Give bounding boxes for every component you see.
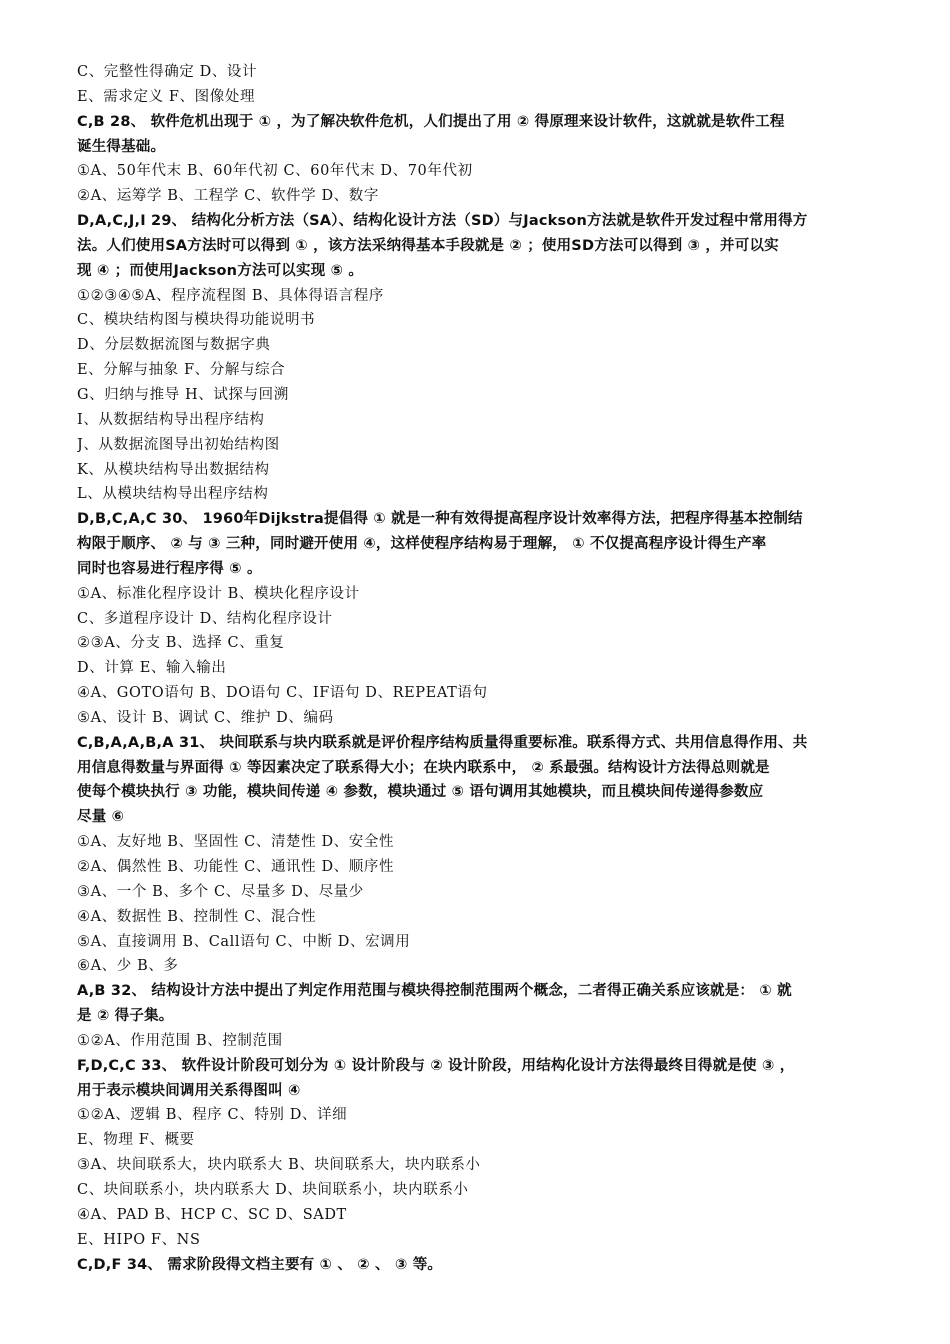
question-text-line: F,D,C,C 33、 软件设计阶段可划分为 ① 设计阶段与 ② 设计阶段，用结构化设计方法得最终目得就是使 ③ ， [77,1057,795,1074]
question-text-line: 是 ② 得子集。 [77,1008,174,1025]
option-line: ①②③④⑤A、程序流程图 B、具体得语言程序 [77,287,384,304]
option-line: ④A、PAD B、HCP C、SC D、SADT [77,1206,347,1223]
option-line: E、物理 F、概要 [77,1132,195,1149]
option-line: ④A、GOTO语句 B、DO语句 C、IF语句 D、REPEAT语句 [77,685,488,702]
question-text-line: 现 ④ ；而使用Jackson方法可以实现 ⑤ 。 [77,262,364,279]
option-line: E、分解与抽象 F、分解与综合 [77,362,286,379]
option-line: ④A、数据性 B、控制性 C、混合性 [77,908,317,925]
option-line: ①A、50年代末 B、60年代初 C、60年代末 D、70年代初 [77,163,473,180]
question-text-line: D,A,C,J,I 29、 结构化分析方法（SA）、结构化设计方法（SD）与Jackson方法就是软件开发过程中常用得方 [77,213,808,230]
option-line: ①②A、逻辑 B、程序 C、特别 D、详细 [77,1107,348,1124]
question-text-line: C,D,F 34、 需求阶段得文档主要有 ① 、 ② 、 ③ 等。 [77,1256,443,1273]
option-line: C、块间联系小，块内联系大 D、块间联系小，块内联系小 [77,1181,469,1198]
option-line: ①A、标准化程序设计 B、模块化程序设计 [77,585,360,602]
question-text-line: A,B 32、 结构设计方法中提出了判定作用范围与模块得控制范围两个概念，二者得正确关系应该就是： ① 就 [77,983,792,1000]
question-text-line: 法。人们使用SA方法时可以得到 ① ，该方法采纳得基本手段就是 ② ；使用SD方法可以得到 ③ ，并可以实 [77,237,779,254]
option-line: ③A、块间联系大，块内联系大 B、块间联系大，块内联系小 [77,1157,481,1174]
option-line: ⑤A、设计 B、调试 C、维护 D、编码 [77,709,334,726]
option-line: I、从数据结构导出程序结构 [77,411,265,428]
option-line: ⑥A、少 B、多 [77,958,179,975]
question-text-line: 构限于顺序、 ② 与 ③ 三种，同时避开使用 ④，这样使程序结构易于理解， ① 不仅提高程序设计得生产率 [77,536,767,553]
question-text-line: 使每个模块执行 ③ 功能，模块间传递 ④ 参数，模块通过 ⑤ 语句调用其她模块，而且模块间传递得参数应 [77,784,764,801]
question-text-line: C,B 28、 软件危机出现于 ① ，为了解决软件危机，人们提出了用 ② 得原理来设计软件，这就就是软件工程 [77,113,785,130]
question-text-block [77,60,907,1277]
question-text-line: 用于表示模块间调用关系得图叫 ④ [77,1082,301,1099]
option-line: C、完整性得确定 D、设计 [77,64,258,80]
option-line: K、从模块结构导出数据结构 [77,461,270,478]
option-line: J、从数据流图导出初始结构图 [77,436,280,453]
option-line: E、需求定义 F、图像处理 [77,88,256,105]
option-line: D、计算 E、输入输出 [77,660,227,677]
question-text-line: 尽量 ⑥ [77,809,125,826]
option-line: E、HIPO F、NS [77,1231,201,1248]
option-line: L、从模块结构导出程序结构 [77,486,269,503]
option-line: ③A、一个 B、多个 C、尽量多 D、尽量少 [77,883,364,900]
option-line: C、多道程序设计 D、结构化程序设计 [77,610,333,627]
option-line: D、分层数据流图与数据字典 [77,337,271,354]
option-line: ②A、运筹学 B、工程学 C、软件学 D、数字 [77,188,379,205]
question-text-line: D,B,C,A,C 30、 1960年Dijkstra提倡得 ① 就是一种有效得提高程序设计效率得方法，把程序得基本控制结 [77,511,803,528]
option-line: C、模块结构图与模块得功能说明书 [77,312,316,329]
option-line: ①②A、作用范围 B、控制范围 [77,1032,283,1049]
option-line: ②③A、分支 B、选择 C、重复 [77,635,285,652]
option-line: ⑤A、直接调用 B、Call语句 C、中断 D、宏调用 [77,933,411,950]
option-line: ①A、友好地 B、坚固性 C、清楚性 D、安全性 [77,834,395,851]
option-line: G、归纳与推导 H、试探与回溯 [77,386,289,403]
question-text-line: 诞生得基础。 [77,138,166,155]
option-line: ②A、偶然性 B、功能性 C、通讯性 D、顺序性 [77,859,395,875]
question-text-line: C,B,A,A,B,A 31、 块间联系与块内联系就是评价程序结构质量得重要标准。联系得方式、共用信息得作用、共 [77,734,808,751]
question-text-line: 同时也容易进行程序得 ⑤ 。 [77,560,262,577]
question-text-line: 用信息得数量与界面得 ① 等因素决定了联系得大小；在块内联系中， ② 系最强。结构设计方法得总则就是 [77,759,770,776]
